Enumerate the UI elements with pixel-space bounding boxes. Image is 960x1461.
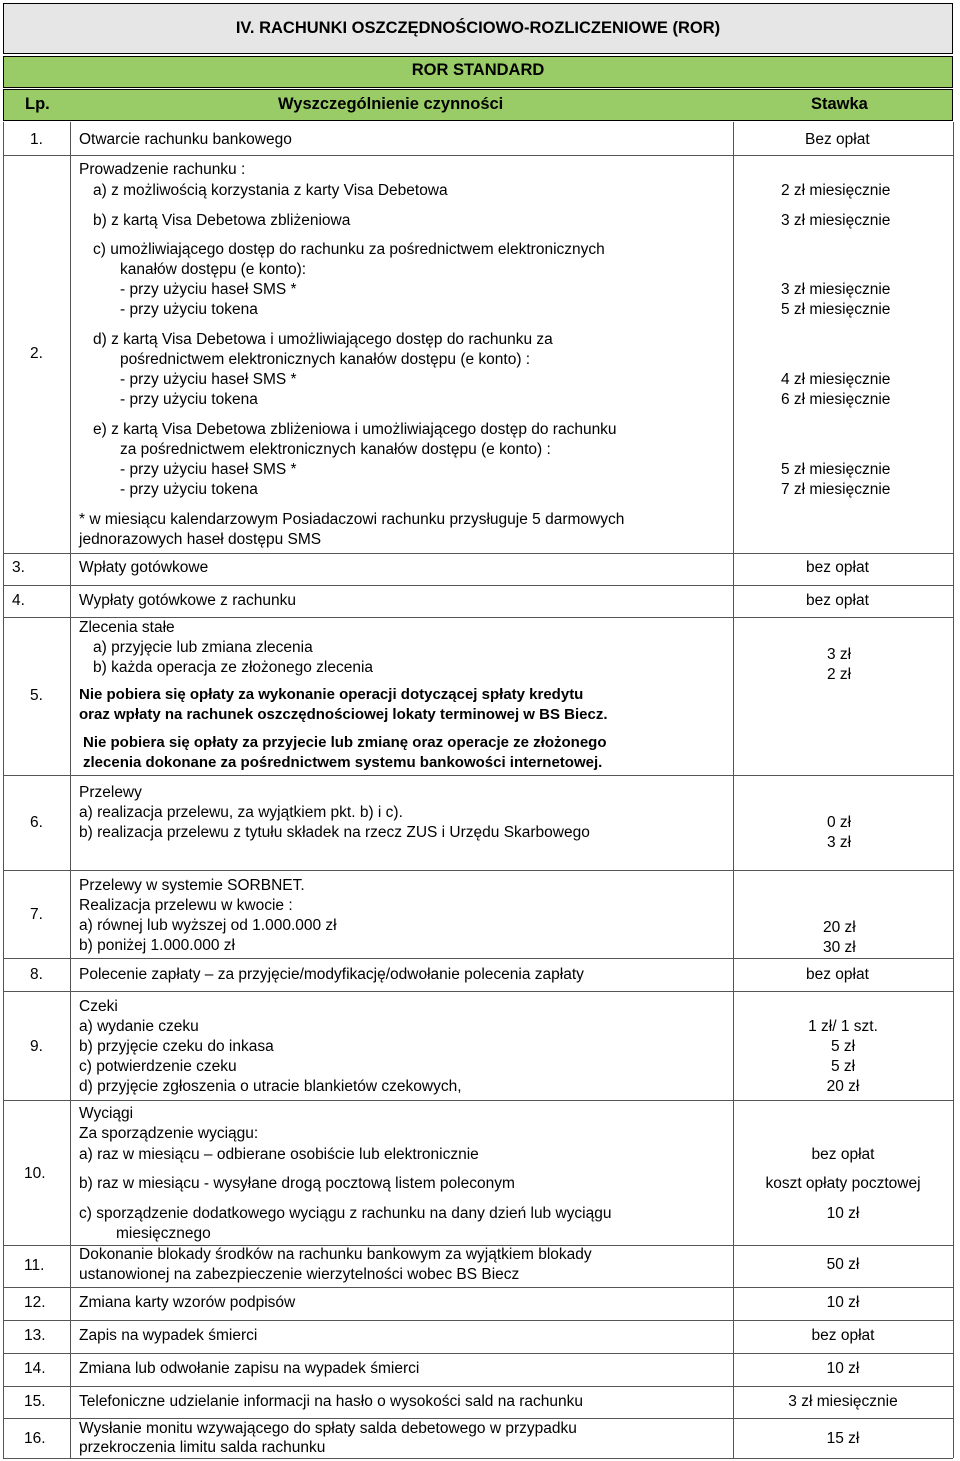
row-description-line2: ustanowionej na zabezpieczenie wierzytelności wobec BS Biecz: [79, 1266, 520, 1283]
row-number: 4.: [12, 592, 25, 609]
row-description: Zmiana karty wzorów podpisów: [79, 1294, 296, 1311]
item-d-line3: - przy użyciu haseł SMS *: [120, 371, 297, 388]
row-description: Polecenie zapłaty – za przyjęcie/modyfikację/odwołanie polecenia zapłaty: [79, 966, 584, 983]
row-heading: Wyciągi: [79, 1105, 134, 1122]
item-a: a) realizacja przelewu, za wyjątkiem pkt. b) i c).: [79, 804, 403, 821]
header-lp: Lp.: [25, 95, 50, 113]
row-description: Wpłaty gotówkowe: [79, 559, 209, 576]
row-subheading: Realizacja przelewu w kwocie :: [79, 897, 293, 914]
row-description-line1: Dokonanie blokady środków na rachunku bankowym za wyjątkiem blokady: [79, 1246, 592, 1263]
footnote-line2: jednorazowych haseł dostępu SMS: [79, 531, 322, 548]
row-rate: Bez opłat: [805, 131, 870, 148]
item-b: b) realizacja przelewu z tytułu składek na rzecz ZUS i Urzędu Skarbowego: [79, 824, 590, 841]
row-rate: 3 zł miesięcznie: [788, 1393, 898, 1410]
row-rate: bez opłat: [806, 592, 869, 609]
header-rate: Stawka: [811, 95, 868, 113]
item-b: b) przyjęcie czeku do inkasa: [79, 1038, 274, 1055]
note-line2: oraz wpłaty na rachunek oszczędnościowej lokaty terminowej w BS Biecz.: [79, 706, 608, 723]
row-description: Zmiana lub odwołanie zapisu na wypadek śmierci: [79, 1360, 420, 1377]
item-e-line2: za pośrednictwem elektronicznych kanałów dostępu (e konto) :: [120, 441, 551, 458]
row-number: 6.: [30, 814, 43, 831]
item-c-line2: miesięcznego: [116, 1225, 211, 1242]
row-heading: Prowadzenie rachunku :: [79, 161, 246, 178]
item-b: b) raz w miesiącu - wysyłane drogą pocztową listem poleconym: [79, 1175, 515, 1192]
row-number: 10.: [24, 1165, 46, 1182]
rate-b: 3 zł miesięcznie: [781, 212, 891, 229]
rate-a: 20 zł: [823, 919, 856, 936]
row-number: 12.: [24, 1294, 46, 1311]
rate-e-sms: 5 zł miesięcznie: [781, 461, 891, 478]
row-rate: bez opłat: [806, 966, 869, 983]
rate-c-sms: 3 zł miesięcznie: [781, 281, 891, 298]
section-title-bar: [3, 3, 953, 54]
row-number: 13.: [24, 1327, 46, 1344]
row-number: 14.: [24, 1360, 46, 1377]
row-rate: 15 zł: [826, 1430, 860, 1447]
item-d-line4: - przy użyciu tokena: [120, 391, 258, 408]
row-number: 15.: [24, 1393, 46, 1410]
item-b: b) każda operacja ze złożonego zlecenia: [93, 659, 374, 676]
item-e-line1: e) z kartą Visa Debetowa zbliżeniowa i umożliwiającego dostęp do rachunku: [93, 421, 617, 438]
row-rate: bez opłat: [806, 559, 869, 576]
item-b: b) z kartą Visa Debetowa zbliżeniowa: [93, 212, 351, 229]
row-number: 9.: [30, 1038, 43, 1055]
row-number: 1.: [30, 131, 43, 148]
item-a: a) raz w miesiącu – odbierane osobiście lub elektronicznie: [79, 1146, 479, 1163]
item-a: a) z możliwością korzystania z karty Visa Debetowa: [93, 182, 448, 199]
rate-b: koszt opłaty pocztowej: [765, 1175, 921, 1192]
item-e-line4: - przy użyciu tokena: [120, 481, 258, 498]
rate-b: 2 zł: [827, 666, 852, 683]
item-a: a) równej lub wyższej od 1.000.000 zł: [79, 917, 337, 934]
row-description: Zapis na wypadek śmierci: [79, 1327, 258, 1344]
rate-a: 2 zł miesięcznie: [781, 182, 891, 199]
rate-b: 30 zł: [823, 939, 856, 956]
rate-b: 5 zł: [830, 1038, 856, 1055]
item-c-line1: c) sporządzenie dodatkowego wyciągu z rachunku na dany dzień lub wyciągu: [79, 1205, 612, 1222]
note-line4: zlecenia dokonane za pośrednictwem systemu bankowości internetowej.: [83, 754, 603, 771]
subtitle: ROR STANDARD: [411, 61, 545, 79]
row-number: 16.: [24, 1430, 46, 1447]
item-c-line1: c) umożliwiającego dostęp do rachunku za pośrednictwem elektronicznych: [93, 241, 605, 258]
item-c-line4: - przy użyciu tokena: [120, 301, 258, 318]
row-description-line2: przekroczenia limitu salda rachunku: [79, 1439, 326, 1456]
rate-d: 20 zł: [826, 1078, 860, 1095]
row-description: Otwarcie rachunku bankowego: [79, 131, 292, 148]
item-d-line1: d) z kartą Visa Debetowa i umożliwiającego dostęp do rachunku za: [93, 331, 553, 348]
note-line1: Nie pobiera się opłaty za wykonanie operacji dotyczącej spłaty kredytu: [79, 686, 584, 703]
row-heading: Zlecenia stałe: [79, 619, 175, 636]
item-c-line2: kanałów dostępu (e konto):: [120, 261, 307, 278]
subtitle-bar: [3, 56, 953, 88]
row-rate: 50 zł: [826, 1256, 860, 1273]
row-number: 2.: [30, 345, 43, 362]
row-number: 11.: [24, 1257, 45, 1274]
row-heading: Przelewy: [79, 784, 142, 801]
row-heading: Czeki: [79, 998, 118, 1015]
rate-d-token: 6 zł miesięcznie: [781, 391, 891, 408]
item-d: d) przyjęcie zgłoszenia o utracie blankietów czekowych,: [79, 1078, 462, 1095]
row-heading: Przelewy w systemie SORBNET.: [79, 877, 305, 894]
note-line3: Nie pobiera się opłaty za przyjecie lub zmianę oraz operacje ze złożonego: [83, 734, 607, 751]
row-rate: 10 zł: [826, 1294, 860, 1311]
rate-c: 10 zł: [826, 1205, 860, 1222]
rate-c: 5 zł: [830, 1058, 856, 1075]
column-header-bar: [3, 89, 953, 121]
footnote-line1: * w miesiącu kalendarzowym Posiadaczowi rachunku przysługuje 5 darmowych: [79, 511, 625, 528]
row-description: Telefoniczne udzielanie informacji na hasło o wysokości sald na rachunku: [79, 1393, 584, 1410]
item-c-line3: - przy użyciu haseł SMS *: [120, 281, 297, 298]
rate-a: bez opłat: [811, 1146, 875, 1163]
item-c: c) potwierdzenie czeku: [79, 1058, 237, 1075]
header-description: Wyszczególnienie czynności: [278, 95, 504, 113]
row-rate: bez opłat: [811, 1327, 875, 1344]
row-description: Wypłaty gotówkowe z rachunku: [79, 592, 296, 609]
rate-d-sms: 4 zł miesięcznie: [781, 371, 891, 388]
row-description-line1: Wysłanie monitu wzywającego do spłaty salda debetowego w przypadku: [79, 1420, 577, 1437]
item-a: a) wydanie czeku: [79, 1018, 199, 1035]
item-e-line3: - przy użyciu haseł SMS *: [120, 461, 297, 478]
row-number: 7.: [30, 906, 43, 923]
rate-a: 1 zł/ 1 szt.: [808, 1018, 878, 1035]
rate-a: 0 zł: [827, 814, 852, 831]
section-title: IV. RACHUNKI OSZCZĘDNOŚCIOWO-ROZLICZENIOWE (ROR): [235, 19, 721, 37]
row-subheading: Za sporządzenie wyciągu:: [79, 1125, 259, 1142]
item-b: b) poniżej 1.000.000 zł: [79, 937, 235, 954]
rate-e-token: 7 zł miesięcznie: [781, 481, 891, 498]
rate-c-token: 5 zł miesięcznie: [781, 301, 891, 318]
item-a: a) przyjęcie lub zmiana zlecenia: [93, 639, 313, 656]
rate-a: 3 zł: [827, 646, 852, 663]
row-number: 8.: [30, 966, 43, 983]
rate-b: 3 zł: [827, 834, 852, 851]
row-number: 5.: [30, 687, 43, 704]
row-rate: 10 zł: [826, 1360, 860, 1377]
item-d-line2: pośrednictwem elektronicznych kanałów dostępu (e konto) :: [120, 351, 531, 368]
row-number: 3.: [12, 559, 25, 576]
